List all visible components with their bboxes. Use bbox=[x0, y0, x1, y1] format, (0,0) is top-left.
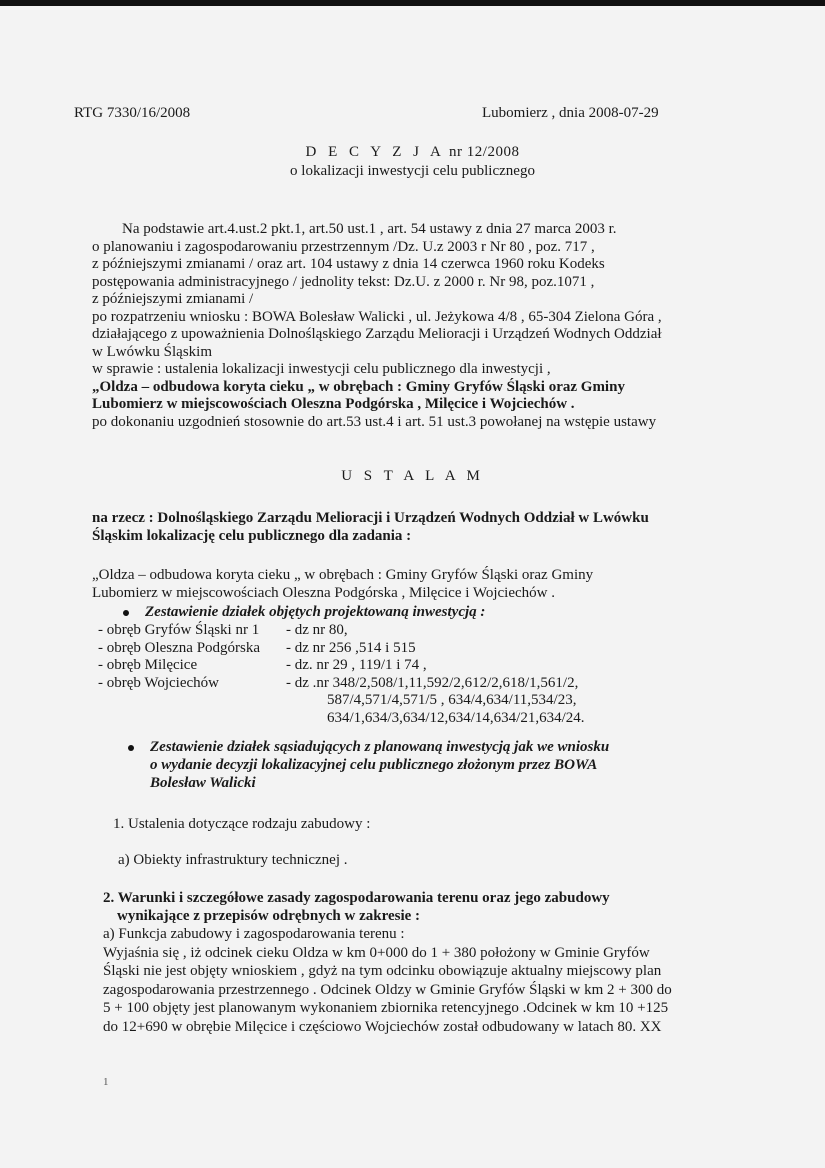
parcel-numbers: - dz. nr 29 , 119/1 i 74 , bbox=[286, 657, 427, 673]
bullet-text: o wydanie decyzji lokalizacyjnej celu publicznego złożonym przez BOWA bbox=[150, 757, 598, 773]
parcel-numbers: - dz nr 256 ,514 i 515 bbox=[286, 639, 416, 656]
section-2-text bbox=[103, 925, 672, 1036]
decision-number: nr 12/2008 bbox=[449, 144, 520, 160]
bullet-icon bbox=[123, 610, 129, 616]
parcel-continuation: 587/4,571/4,571/5 , 634/4,634/11,534/23, bbox=[327, 692, 577, 708]
section-2-title-line: wynikające z przepisów odrębnych w zakresie : bbox=[117, 908, 421, 924]
parcel-row bbox=[98, 657, 585, 675]
reference-number: RTG 7330/16/2008 bbox=[74, 105, 191, 121]
parcel-list bbox=[98, 622, 585, 727]
section-2-line: 5 + 100 objęty jest planowanym wykonaniem zbiornika retencyjnego .Odcinek w km 10 +125 bbox=[103, 1000, 669, 1016]
quote-line: „Oldza – odbudowa koryta cieku „ w obrębach : Gminy Gryfów Śląski oraz Gminy bbox=[92, 567, 594, 583]
beneficiary-line: Śląskim lokalizację celu publicznego dla zadania : bbox=[92, 528, 412, 544]
decision-title bbox=[0, 143, 825, 161]
parcel-precinct: - obręb Milęcice bbox=[98, 657, 198, 673]
parcel-row bbox=[98, 640, 585, 658]
beneficiary-line: na rzecz : Dolnośląskiego Zarządu Melioracji i Urządzeń Wodnych Oddział w Lwówku bbox=[92, 510, 649, 526]
ustalam-heading: U S T A L A M bbox=[341, 468, 484, 484]
intro-line: postępowania administracyjnego / jednolity tekst: Dz.U. z 2000 r. Nr 98, poz.1071 , bbox=[92, 273, 595, 290]
intro-line: działającego z upoważnienia Dolnośląskiego Zarządu Melioracji i Urządzeń Wodnych Oddział bbox=[92, 326, 662, 342]
investment-name-line: Lubomierz w miejscowościach Oleszna Podgórska , Milęcice i Wojciechów . bbox=[92, 396, 575, 412]
parcel-row bbox=[98, 622, 585, 640]
intro-last-line: po dokonaniu uzgodnień stosownie do art.53 ust.4 i art. 51 ust.3 powołanej na wstępie ustawy bbox=[92, 413, 657, 430]
parcel-numbers: - dz .nr 348/2,508/1,11,592/2,612/2,618/1,561/2, bbox=[286, 674, 579, 691]
decision-subtitle: o lokalizacji inwestycji celu publicznego bbox=[290, 163, 535, 179]
bullet-text: Zestawienie działek objętych projektowaną inwestycją : bbox=[145, 604, 486, 620]
page-number: 1 bbox=[103, 1076, 109, 1088]
bullet-text: Zestawienie działek sąsiadujących z planowaną inwestycją jak we wniosku bbox=[150, 739, 610, 755]
intro-line: z późniejszymi zmianami / bbox=[92, 291, 254, 307]
section-2-line: Wyjaśnia się , iż odcinek cieku Oldza w km 0+000 do 1 + 380 położony w Gminie Gryfów bbox=[103, 944, 650, 961]
intro-line: w Lwówku Śląskim bbox=[92, 343, 212, 360]
section-2-title bbox=[103, 889, 610, 925]
legal-basis-paragraph bbox=[92, 221, 752, 431]
quote-line: Lubomierz w miejscowościach Oleszna Podgórska , Milęcice i Wojciechów . bbox=[92, 585, 555, 601]
beneficiary-block bbox=[92, 509, 649, 545]
intro-line: po rozpatrzeniu wniosku : BOWA Bolesław Walicki , ul. Jeżykowa 4/8 , 65-304 Zielona Góra , bbox=[92, 308, 662, 325]
intro-line: w sprawie : ustalenia lokalizacji inwestycji celu publicznego dla inwestycji , bbox=[92, 361, 551, 377]
decision-word: D E C Y Z J A bbox=[305, 144, 445, 160]
bullet-neighbouring-parcels bbox=[128, 738, 609, 792]
section-2-line: zagospodarowania przestrzennego . Odcinek Oldzy w Gminie Gryfów Śląski w km 2 + 300 do bbox=[103, 981, 672, 998]
parcel-row bbox=[98, 675, 585, 693]
investment-name-line: „Oldza – odbudowa koryta cieku „ w obrębach : Gminy Gryfów Śląski oraz Gminy bbox=[92, 378, 625, 395]
section-1-item-a: a) Obiekty infrastruktury technicznej . bbox=[118, 852, 348, 868]
bullet-text: Bolesław Walicki bbox=[150, 775, 256, 791]
section-2-line: Śląski nie jest objęty wnioskiem , gdyż na tym odcinku obowiązuje aktualny miejscowy plan bbox=[103, 963, 662, 979]
parcel-numbers: - dz nr 80, bbox=[286, 622, 348, 638]
parcel-precinct: - obręb Oleszna Podgórska bbox=[98, 639, 261, 656]
section-2-title-line: 2. Warunki i szczegółowe zasady zagospodarowania terenu oraz jego zabudowy bbox=[103, 890, 610, 906]
bullet-icon bbox=[128, 745, 134, 751]
place-and-date: Lubomierz , dnia 2008-07-29 bbox=[482, 105, 659, 121]
intro-line: o planowaniu i zagospodarowaniu przestrzennym /Dz. U.z 2003 r Nr 80 , poz. 717 , bbox=[92, 238, 595, 255]
parcel-precinct: - obręb Wojciechów bbox=[98, 674, 219, 691]
task-quote bbox=[92, 566, 593, 602]
section-1-title: 1. Ustalenia dotyczące rodzaju zabudowy : bbox=[113, 816, 371, 832]
bullet-parcels-covered bbox=[123, 603, 485, 621]
parcel-continuation: 634/1,634/3,634/12,634/14,634/21,634/24. bbox=[327, 709, 585, 726]
section-2-line: do 12+690 w obrębie Milęcice i częściowo Wojciechów został odbudowany w latach 80. XX bbox=[103, 1018, 662, 1035]
section-2-line: a) Funkcja zabudowy i zagospodarowania terenu : bbox=[103, 926, 405, 942]
intro-line: z późniejszymi zmianami / oraz art. 104 ustawy z dnia 14 czerwca 1960 roku Kodeks bbox=[92, 256, 605, 272]
intro-line: Na podstawie art.4.ust.2 pkt.1, art.50 ust.1 , art. 54 ustawy z dnia 27 marca 2003 r. bbox=[122, 221, 617, 237]
parcel-precinct: - obręb Gryfów Śląski nr 1 bbox=[98, 622, 260, 638]
